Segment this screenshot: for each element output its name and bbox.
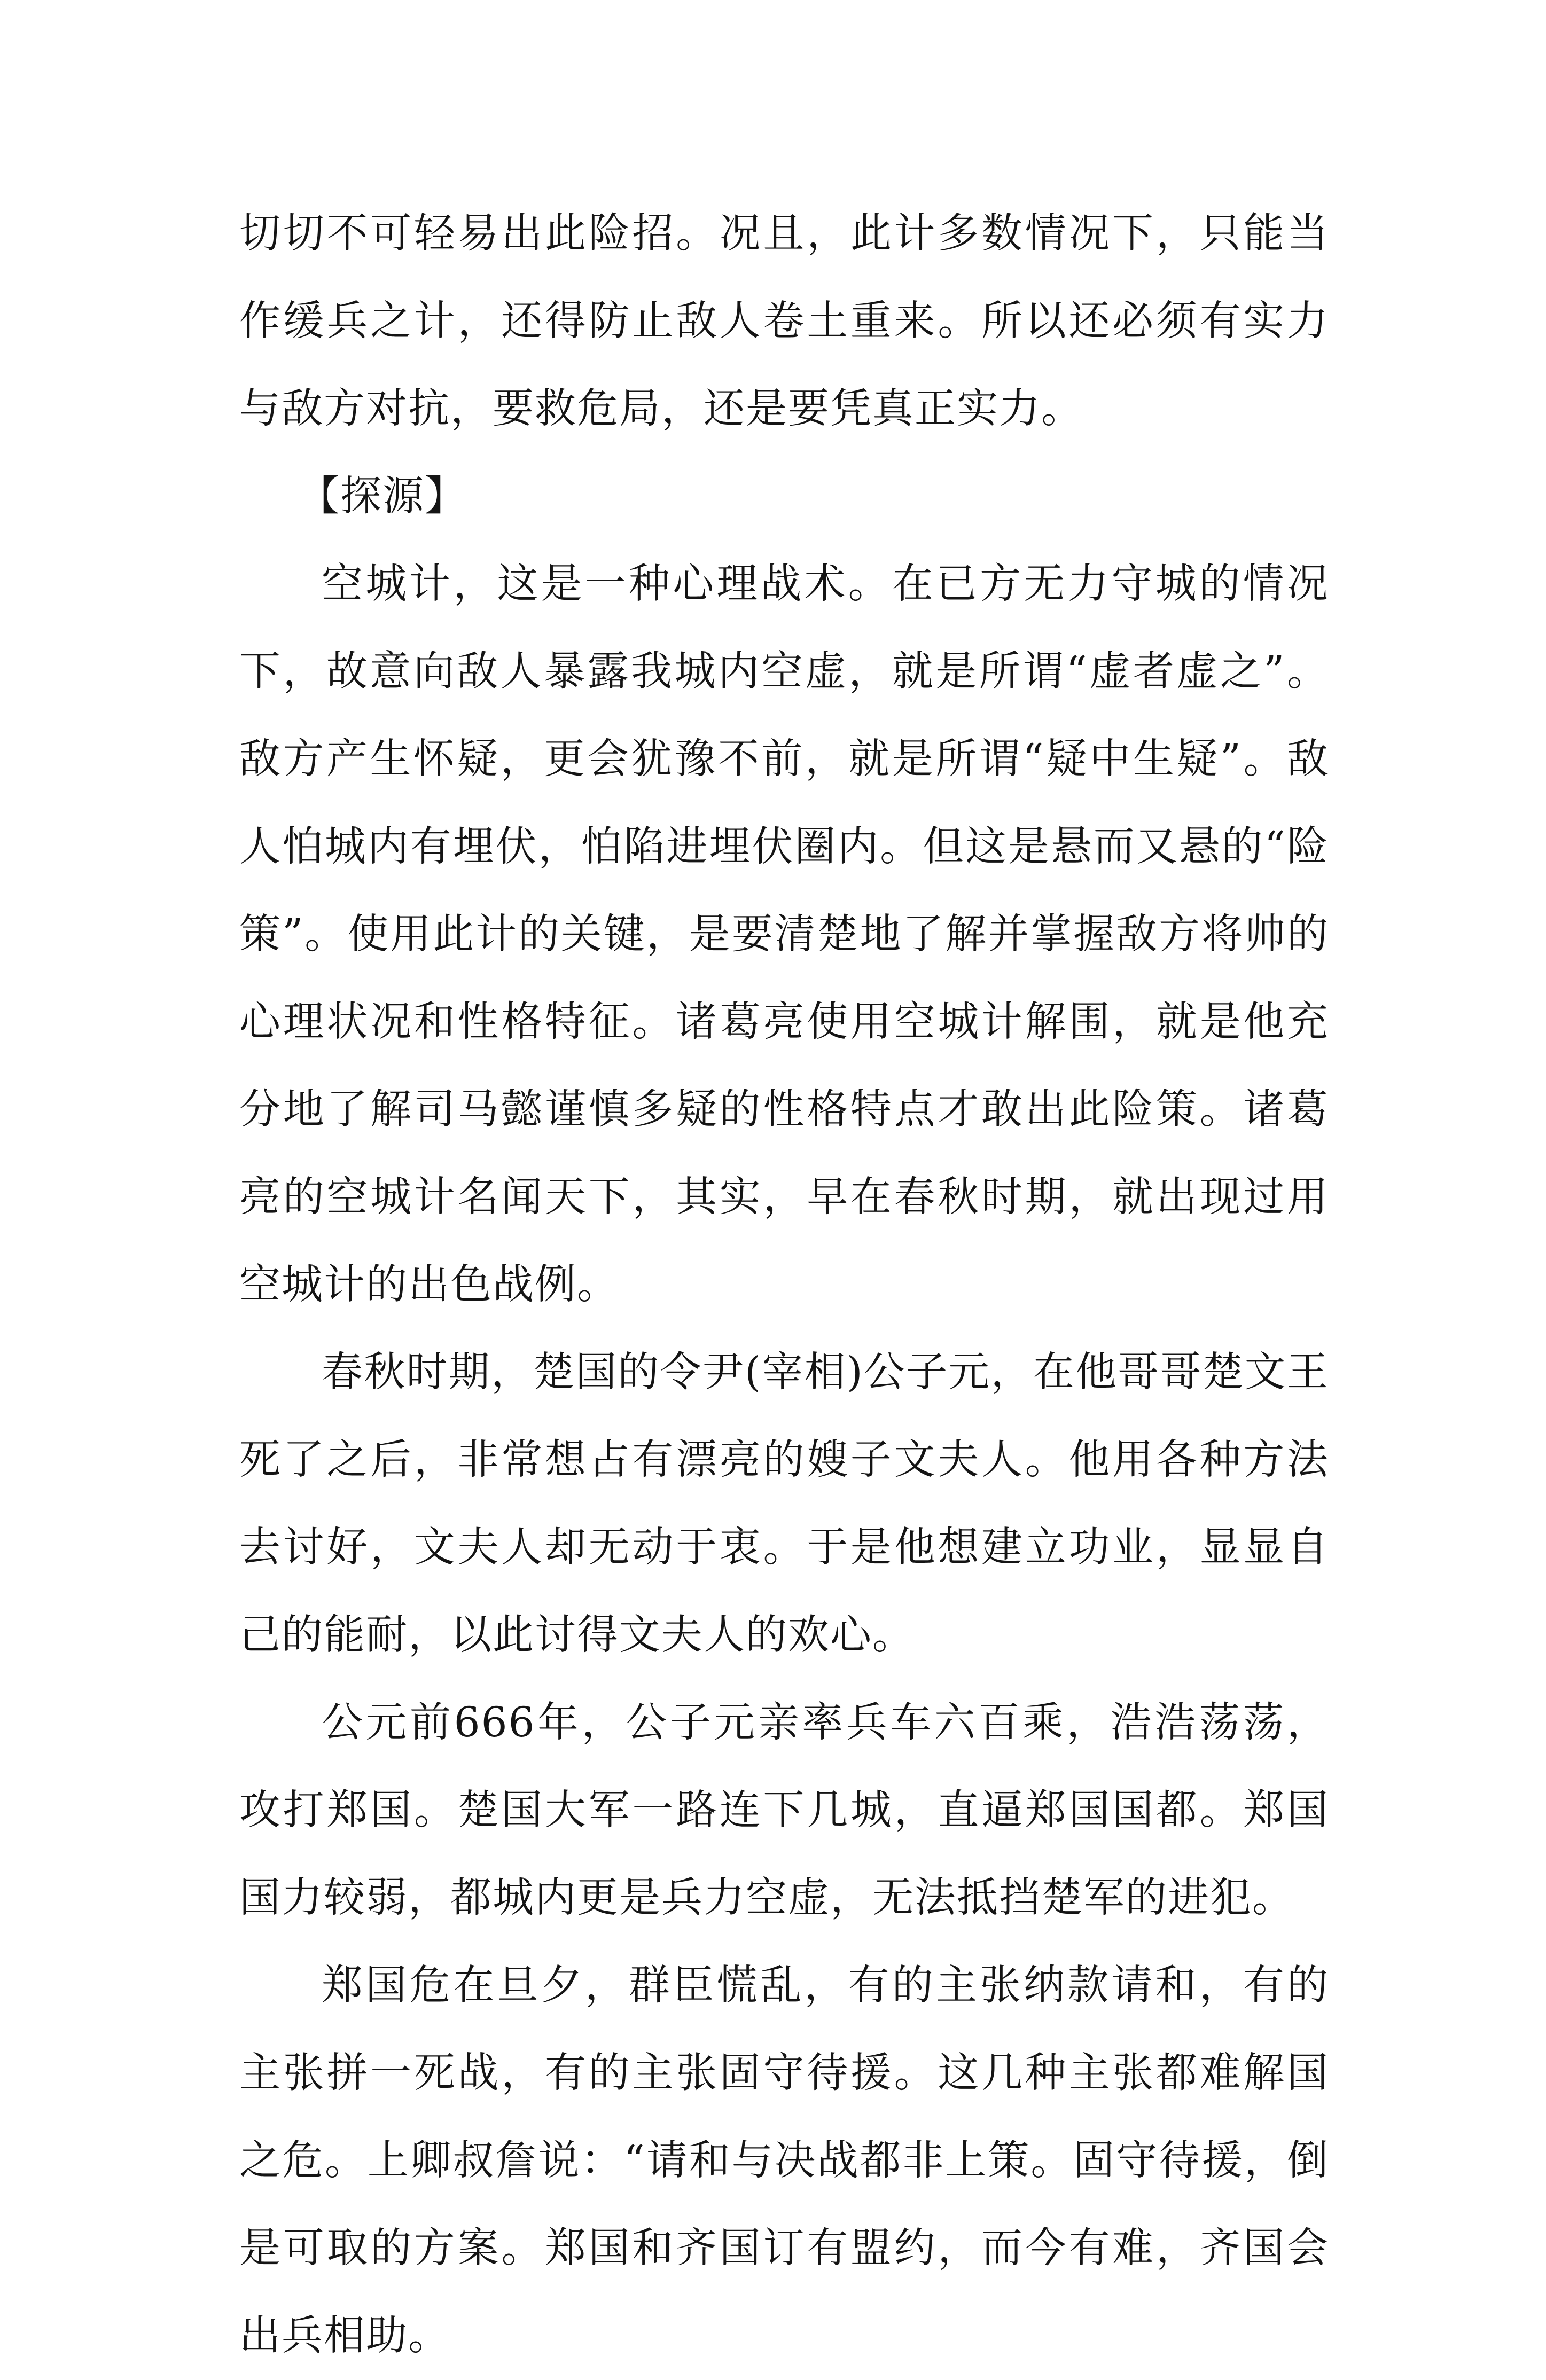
paragraph-continuation: 切切不可轻易出此险招。况且，此计多数情况下，只能当作缓兵之计，还得防止敌人卷土重来。所以还必须有实力与敌方对抗，要救危局，还是要凭真正实力。	[239, 210, 1329, 433]
document-body	[239, 190, 1329, 2380]
section-heading: 【探源】	[298, 473, 467, 520]
paragraph: 春秋时期，楚国的令尹(宰相)公子元，在他哥哥楚文王死了之后，非常想占有漂亮的嫂子文夫人。他用各种方法去讨好，文夫人却无动于衷。于是他想建立功业，显显自己的能耐，以此讨得文夫人的欢心。	[239, 1349, 1329, 1659]
paragraph: 空城计，这是一种心理战术。在已方无力守城的情况下，故意向敌人暴露我城内空虚，就是所谓“虚者虚之”。敌方产生怀疑，更会犹豫不前，就是所谓“疑中生疑”。敌人怕城内有埋伏，怕陷进埋伏圈内。但这是悬而又悬的“险策”。使用此计的关键，是要清楚地了解并掌握敌方将帅的心理状况和性格特征。诸葛亮使用空城计解围，就是他充分地了解司马懿谨慎多疑的性格特点才敢出此险策。诸葛亮的空城计名闻天下，其实，早在春秋时期，就出现过用空城计的出色战例。	[239, 560, 1329, 1309]
paragraph: 郑国危在旦夕，群臣慌乱，有的主张纳款请和，有的主张拼一死战，有的主张固守待援。这几种主张都难解国之危。上卿叔詹说：“请和与决战都非上策。固守待援，倒是可取的方案。郑国和齐国订有盟约，而今有难，齐国会出兵相助。	[239, 1962, 1329, 2360]
paragraph: 公元前666年，公子元亲率兵车六百乘，浩浩荡荡，攻打郑国。楚国大军一路连下几城，直逼郑国国都。郑国国力较弱，都城内更是兵力空虚，无法抵挡楚军的进犯。	[239, 1699, 1329, 1922]
